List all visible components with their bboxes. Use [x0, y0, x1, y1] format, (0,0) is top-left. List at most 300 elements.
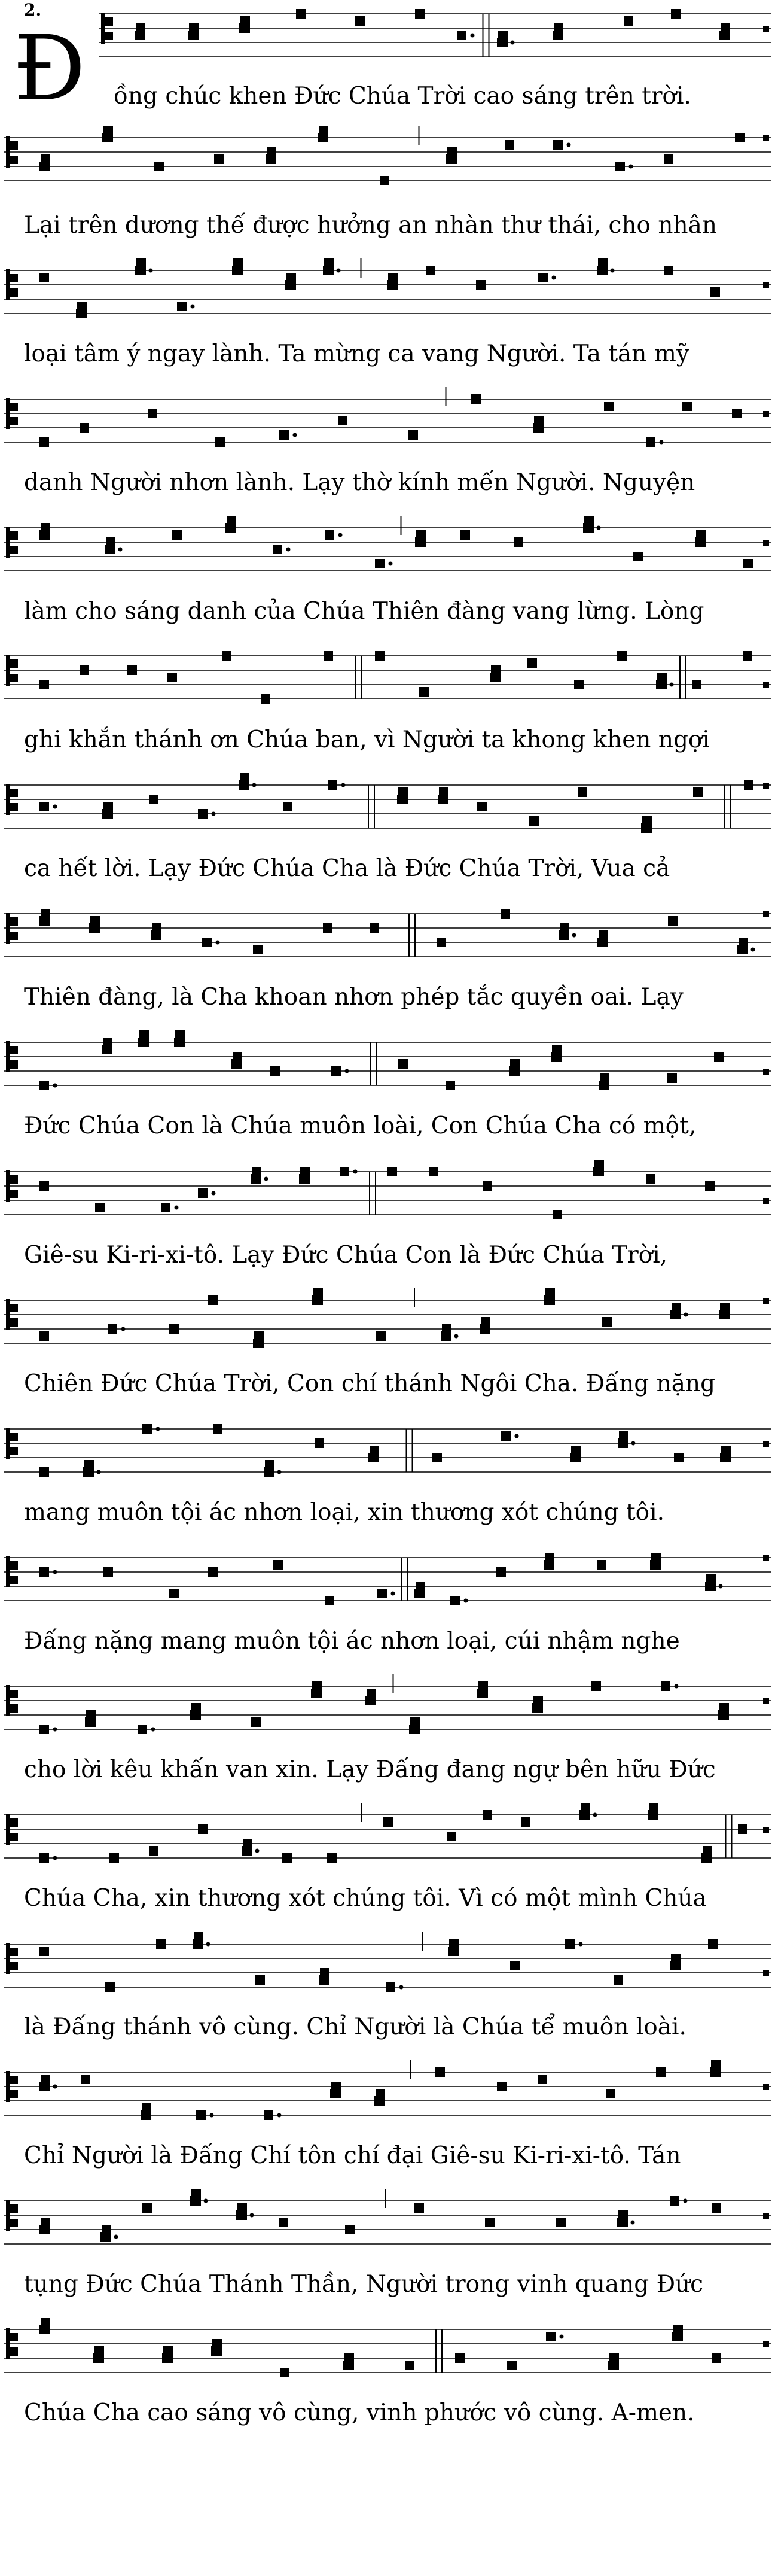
neume-note — [712, 2353, 721, 2363]
neume-note — [215, 437, 225, 447]
neume-note — [415, 9, 425, 19]
neume-note — [328, 780, 346, 790]
neume-note — [39, 1947, 49, 1956]
neume-note — [447, 1832, 456, 1841]
neume-note — [190, 1703, 201, 1720]
neume-note — [283, 802, 292, 811]
neume-note — [296, 9, 306, 19]
neume-note — [477, 802, 487, 811]
neume-note — [312, 1288, 323, 1305]
neume-note — [578, 787, 587, 797]
neume-note — [280, 2368, 289, 2377]
neume-note — [648, 1803, 658, 1820]
neume-note — [102, 1038, 112, 1054]
neume-note — [735, 133, 745, 142]
neume-note — [514, 537, 523, 547]
lyric-line: loại tâm ý ngay lành. Ta mừng ca vang Người. Ta tán mỹ — [24, 340, 689, 367]
neume-note — [668, 916, 678, 926]
neume-note — [705, 1574, 723, 1591]
neume-note — [538, 273, 556, 282]
neume-note — [695, 530, 706, 547]
neume-note — [214, 154, 224, 164]
neume-note — [426, 266, 435, 275]
neume-note — [570, 1446, 581, 1462]
neume-note — [409, 1717, 420, 1734]
neume-note — [266, 147, 276, 164]
neume-note — [39, 1467, 49, 1477]
neume-note — [39, 1725, 57, 1734]
neume-note — [365, 1689, 376, 1705]
neume-note — [670, 2196, 688, 2206]
lyric-line: mang muôn tội ác nhơn loại, xin thương xót chúng tôi. — [24, 1499, 664, 1526]
custos-icon — [763, 1970, 769, 1976]
neume-note — [327, 1853, 337, 1863]
neume-note — [441, 1324, 459, 1341]
neume-note — [664, 154, 673, 164]
staff-system — [0, 523, 775, 607]
neume-note — [414, 2203, 424, 2213]
neume-note — [95, 1203, 105, 1212]
lyric-line: Đức Chúa Con là Chúa muôn loài, Con Chúa Cha có một, — [24, 1112, 697, 1139]
neume-note — [656, 673, 674, 689]
staff-system — [0, 2325, 775, 2408]
lyric-line: Chiên Đức Chúa Trời, Con chí thánh Ngôi Cha. Đấng nặng — [24, 1370, 716, 1397]
neume-note — [490, 665, 501, 682]
neume-note — [39, 680, 49, 689]
neume-note — [162, 2346, 173, 2363]
neume-note — [633, 552, 643, 561]
neume-note — [156, 1939, 166, 1949]
neume-note — [509, 1059, 520, 1076]
neume-note — [656, 2067, 666, 2077]
neume-note — [708, 1939, 718, 1949]
neume-note — [387, 273, 398, 290]
neume-note — [135, 23, 145, 40]
neume-note — [510, 1961, 520, 1970]
neume-note — [39, 909, 50, 926]
neume-note — [720, 1446, 731, 1462]
neume-note — [105, 537, 123, 554]
neume-note — [270, 1066, 280, 1076]
neume-note — [273, 545, 291, 554]
neume-note — [646, 1174, 655, 1184]
neume-note — [225, 516, 236, 533]
neume-note — [190, 2189, 208, 2206]
neume-note — [236, 2203, 254, 2220]
lyric-line: ồng chúc khen Đức Chúa Trời cao sáng trên trời. — [114, 83, 691, 110]
neume-note — [315, 1438, 324, 1448]
neume-note — [39, 2075, 57, 2091]
neume-note — [624, 16, 633, 26]
neume-note — [553, 23, 563, 40]
staff-system — [0, 394, 775, 478]
neume-note — [39, 1181, 49, 1191]
neume-note — [719, 1303, 730, 1319]
staff-system — [0, 909, 775, 993]
neume-note — [374, 2089, 385, 2106]
neume-note — [477, 1681, 488, 1698]
neume-note — [483, 1181, 492, 1191]
neume-note — [446, 147, 457, 164]
neume-note — [39, 802, 57, 811]
neume-note — [149, 795, 158, 804]
neume-note — [213, 1424, 222, 1434]
neume-note — [661, 1681, 679, 1691]
neume-note — [408, 430, 418, 440]
custos-icon — [763, 682, 769, 688]
neume-note — [100, 2225, 118, 2242]
neume-note — [388, 1167, 397, 1176]
neume-note — [471, 394, 481, 404]
neume-note — [544, 1553, 554, 1570]
neume-note — [105, 1982, 115, 1992]
neume-note — [208, 1295, 218, 1305]
custos-icon — [763, 411, 769, 417]
neume-note — [103, 1567, 113, 1577]
neume-note — [239, 773, 257, 790]
neume-note — [174, 1030, 185, 1047]
lyric-line: Chúa Cha, xin thương xót chúng tôi. Vì có một mình Chúa — [24, 1885, 707, 1912]
staff-system — [0, 1553, 775, 1637]
neume-note — [161, 1203, 179, 1212]
neume-note — [109, 1853, 119, 1863]
neume-note — [521, 1817, 530, 1827]
neume-note — [154, 162, 164, 171]
neume-note — [345, 2225, 355, 2234]
neume-note — [604, 402, 614, 411]
lyric-line: Lại trên dương thế được hưởng an nhàn thư thái, cho nhân — [24, 212, 717, 239]
neume-note — [198, 1188, 216, 1198]
neume-note — [196, 2110, 214, 2120]
neume-note — [608, 2353, 619, 2370]
lyric-line: ghi khắn thánh ơn Chúa ban, vì Người ta khong khen ngợi — [24, 726, 710, 753]
neume-note — [208, 1567, 218, 1577]
neume-note — [718, 1703, 729, 1720]
neume-note — [331, 1066, 349, 1076]
neume-note — [732, 409, 742, 418]
neume-note — [383, 1817, 393, 1827]
neume-note — [343, 2353, 354, 2370]
neume-note — [151, 923, 161, 940]
neume-note — [325, 530, 343, 540]
neume-note — [615, 162, 633, 171]
custos-icon — [763, 1441, 769, 1447]
neume-note — [743, 651, 752, 661]
neume-note — [279, 2218, 288, 2227]
neume-note — [419, 687, 429, 697]
neume-note — [142, 1424, 160, 1434]
neume-note — [222, 651, 231, 661]
neume-note — [81, 2075, 90, 2084]
neume-note — [172, 530, 182, 540]
custos-icon — [763, 1069, 769, 1075]
neume-note — [485, 2218, 495, 2227]
neume-note — [375, 559, 393, 568]
neume-note — [693, 787, 703, 797]
neume-note — [319, 1968, 329, 1985]
neume-note — [618, 1431, 636, 1448]
neume-note — [744, 780, 753, 790]
neume-note — [141, 2103, 151, 2120]
lyric-line: Đấng nặng mang muôn tội ác nhơn loại, cúi nhậm nghe — [24, 1628, 680, 1655]
neume-note — [325, 1596, 334, 1605]
neume-note — [527, 658, 537, 668]
hymn-number: 2. — [24, 0, 42, 20]
neume-note — [501, 909, 510, 919]
neume-note — [457, 31, 475, 40]
neume-note — [712, 2203, 721, 2213]
lyric-line: danh Người nhơn lành. Lạy thờ kính mến Người. Nguyện — [24, 469, 695, 496]
neume-note — [102, 802, 113, 819]
drop-cap-initial: Đ — [13, 17, 86, 121]
neume-note — [169, 1324, 179, 1334]
neume-note — [318, 126, 328, 142]
neume-note — [710, 287, 720, 297]
neume-note — [239, 16, 250, 33]
neume-note — [438, 787, 448, 804]
custos-icon — [763, 1198, 769, 1204]
neume-note — [617, 651, 627, 661]
neume-note — [377, 1589, 395, 1598]
neume-note — [135, 258, 153, 275]
neume-note — [39, 1567, 57, 1577]
neume-note — [483, 1810, 492, 1820]
neume-note — [496, 1567, 506, 1577]
neume-note — [398, 1059, 408, 1069]
neume-note — [330, 2082, 341, 2098]
staff-system — [0, 266, 775, 349]
neume-note — [148, 409, 157, 418]
neume-note — [279, 430, 297, 440]
neume-note — [672, 2325, 683, 2341]
neume-note — [167, 673, 177, 682]
neume-note — [602, 1317, 612, 1327]
neume-note — [39, 1853, 57, 1863]
neume-note — [242, 1839, 260, 1856]
custos-icon — [763, 2084, 769, 2090]
neume-note — [198, 1824, 208, 1834]
neume-note — [455, 2353, 465, 2363]
neume-note — [737, 938, 755, 954]
neume-note — [108, 1324, 126, 1334]
neume-note — [323, 923, 332, 933]
neume-note — [251, 1167, 268, 1184]
neume-note — [551, 1045, 562, 1062]
neume-note — [597, 258, 615, 275]
neume-note — [386, 1982, 404, 1992]
neume-note — [583, 516, 601, 533]
neume-note — [39, 1331, 49, 1341]
neume-note — [149, 1846, 158, 1856]
neume-note — [591, 1681, 601, 1691]
lyric-line: tụng Đức Chúa Thánh Thần, Người trong vinh quang Đức — [24, 2271, 704, 2298]
staff-system — [0, 1424, 775, 1508]
neume-note — [460, 530, 470, 540]
neume-note — [415, 530, 426, 547]
neume-note — [89, 916, 100, 933]
neume-note — [553, 140, 571, 150]
neume-note — [546, 2332, 564, 2341]
neume-note — [380, 176, 389, 185]
neume-note — [211, 2339, 222, 2356]
neume-note — [719, 23, 730, 40]
neume-note — [435, 2067, 445, 2077]
neume-note — [579, 1803, 597, 1820]
neume-note — [340, 1167, 358, 1176]
neume-note — [497, 31, 515, 47]
neume-note — [670, 1954, 681, 1970]
neume-note — [505, 140, 514, 150]
staff-system — [0, 2067, 775, 2151]
neume-note — [323, 258, 341, 275]
neume-note — [127, 665, 137, 675]
neume-note — [311, 1681, 322, 1698]
staff-system — [0, 1681, 775, 1765]
neume-note — [188, 23, 199, 40]
neume-note — [614, 1975, 623, 1985]
neume-note — [39, 273, 49, 282]
neume-note — [198, 809, 216, 819]
lyric-line: làm cho sáng danh của Chúa Thiên đàng vang lừng. Lòng — [24, 598, 704, 625]
neume-note — [138, 1030, 149, 1047]
staff-system — [0, 2196, 775, 2280]
lyric-line: ca hết lời. Lạy Đức Chúa Cha là Đức Chúa Trời, Vua cả — [24, 855, 670, 882]
neume-note — [39, 154, 50, 171]
staff-system — [0, 780, 775, 864]
custos-icon — [763, 1555, 769, 1561]
neume-note — [273, 1560, 283, 1570]
staff-system — [0, 651, 775, 735]
neume-note — [414, 1582, 425, 1598]
staff-system — [0, 1038, 775, 1121]
neume-note — [432, 1453, 442, 1462]
neume-note — [231, 1052, 242, 1069]
neume-note — [476, 280, 486, 290]
neume-note — [39, 523, 50, 540]
neume-note — [559, 923, 576, 940]
neume-note — [264, 1460, 282, 1477]
neume-note — [650, 1553, 661, 1570]
staff-system — [0, 1295, 775, 1379]
neume-note — [102, 126, 113, 142]
neume-note — [375, 651, 385, 661]
custos-icon — [763, 1827, 769, 1833]
neume-note — [83, 1460, 101, 1477]
neume-note — [93, 2346, 104, 2363]
neume-note — [556, 2218, 566, 2227]
neume-note — [429, 1167, 438, 1176]
custos-icon — [763, 783, 769, 789]
neume-note — [497, 2082, 507, 2091]
neume-note — [664, 266, 673, 275]
custos-icon — [763, 135, 769, 141]
neume-note — [574, 680, 584, 689]
neume-note — [138, 1725, 155, 1734]
lyric-line: cho lời kêu khấn van xin. Lạy Đấng đang ngự bên hữu Đức — [24, 1756, 716, 1783]
neume-note — [85, 1710, 96, 1727]
neume-note — [76, 302, 87, 318]
neume-note — [253, 945, 263, 954]
neume-note — [80, 423, 89, 433]
staff-system — [0, 9, 775, 93]
neume-note — [682, 402, 692, 411]
neume-note — [544, 1288, 555, 1305]
neume-note — [597, 930, 608, 947]
neume-note — [538, 2075, 547, 2084]
neume-note — [338, 416, 347, 425]
neume-note — [446, 1081, 455, 1090]
neume-note — [39, 2218, 50, 2234]
neume-note — [142, 2203, 152, 2213]
neume-note — [692, 680, 701, 689]
custos-icon — [763, 2341, 769, 2347]
neume-note — [646, 437, 664, 447]
lyric-line: Giê-su Ki-ri-xi-tô. Lạy Đức Chúa Con là Đức Chúa Trời, — [24, 1242, 668, 1269]
neume-note — [177, 302, 195, 311]
neume-note — [738, 1824, 747, 1834]
neume-note — [437, 938, 446, 947]
neume-note — [667, 1073, 677, 1083]
neume-note — [264, 2110, 282, 2120]
neume-note — [39, 1081, 57, 1090]
neume-note — [253, 1331, 264, 1348]
neume-note — [355, 16, 365, 26]
neume-note — [701, 1846, 712, 1863]
neume-note — [480, 1317, 490, 1334]
neume-note — [282, 1853, 292, 1863]
neume-note — [285, 273, 296, 290]
neume-note — [743, 559, 753, 568]
neume-note — [450, 1596, 468, 1605]
custos-icon — [763, 282, 769, 288]
staff-system — [0, 1939, 775, 2023]
lyric-line: Chỉ Người là Đấng Chí tôn chí đại Giê-su Ki-ri-xi-tô. Tán — [24, 2142, 681, 2169]
neume-note — [376, 1331, 386, 1341]
neume-note — [532, 1696, 543, 1713]
neume-note — [368, 1446, 379, 1462]
neume-note — [529, 816, 539, 826]
neume-note — [80, 665, 89, 675]
neume-note — [674, 1453, 684, 1462]
neume-note — [641, 816, 652, 833]
neume-note — [670, 1303, 688, 1319]
neume-note — [405, 2361, 414, 2370]
neume-note — [39, 437, 49, 447]
neume-note — [705, 1181, 715, 1191]
neume-note — [370, 923, 379, 933]
lyric-line: Thiên đàng, là Cha khoan nhơn phép tắc quyền oai. Lạy — [24, 984, 684, 1011]
custos-icon — [763, 2213, 769, 2219]
neume-note — [39, 2318, 50, 2334]
custos-icon — [763, 1698, 769, 1704]
lyric-line: là Đấng thánh vô cùng. Chỉ Người là Chúa tể muôn loài. — [24, 2014, 686, 2040]
custos-icon — [763, 1298, 769, 1304]
neume-note — [593, 1160, 604, 1176]
neume-note — [501, 1431, 519, 1441]
neume-note — [448, 1939, 459, 1956]
neume-note — [507, 2361, 517, 2370]
neume-note — [671, 9, 681, 19]
neume-note — [599, 1073, 609, 1090]
neume-note — [533, 416, 544, 433]
lyric-line: Chúa Cha cao sáng vô cùng, vinh phước vô cùng. A-men. — [24, 2399, 695, 2426]
neume-note — [606, 2089, 615, 2098]
neume-note — [565, 1939, 583, 1949]
custos-icon — [763, 26, 769, 32]
neume-note — [202, 938, 220, 947]
staff-system — [0, 1167, 775, 1251]
neume-note — [193, 1932, 210, 1949]
